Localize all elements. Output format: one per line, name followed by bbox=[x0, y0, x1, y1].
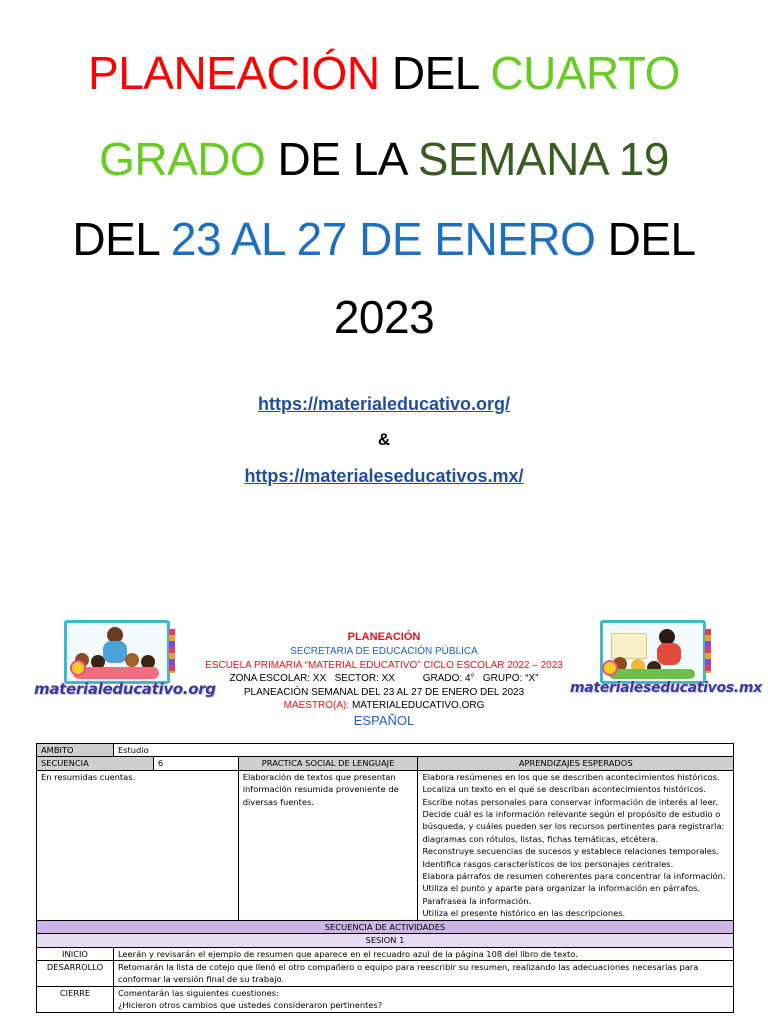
table-row bbox=[37, 757, 734, 770]
title-segment: DE LA bbox=[265, 133, 418, 185]
right-logo-text: materialeseducativos.mx bbox=[570, 680, 762, 696]
aprendizajes-list bbox=[418, 770, 734, 920]
title-line-2 bbox=[0, 133, 768, 185]
table-row bbox=[37, 947, 734, 960]
title-segment: 23 AL 27 DE ENERO bbox=[170, 213, 596, 265]
cierre-text bbox=[113, 986, 733, 1012]
title-segment: DEL bbox=[379, 47, 491, 99]
table-row bbox=[37, 770, 734, 920]
link-row-1 bbox=[0, 394, 768, 415]
sesion-header: SESION 1 bbox=[37, 934, 734, 947]
aprendizaje-item: Elabora resúmenes en los que se describen acontecimientos históricos. bbox=[422, 771, 720, 782]
maestro-value: MATERIALEDUCATIVO.ORG bbox=[349, 700, 485, 711]
title-line-3 bbox=[0, 213, 768, 265]
flower-icon bbox=[70, 660, 86, 676]
inicio-label: INICIO bbox=[37, 947, 114, 960]
maestro-label: MAESTRO(A): bbox=[283, 700, 350, 711]
title-segment: DEL bbox=[72, 213, 171, 265]
aprendizaje-item: Utiliza el punto y aparte para organizar la información en párrafos. bbox=[422, 883, 701, 894]
practica-text: Elaboración de textos que presentan información resumida proveniente de diversas fuentes. bbox=[238, 770, 418, 920]
document-header bbox=[150, 629, 618, 729]
header-zona: ZONA ESCOLAR: XX SECTOR: XX GRADO: 4° GRUPO: “X” bbox=[229, 673, 539, 684]
cierre-label: CIERRE bbox=[37, 986, 114, 1012]
aprendizaje-item: Decide cuál es la información relevante según el propósito de estudio o búsqueda, y cuáles pueden ser los recursos pertinentes para registrarla: diagramas con rótulos, listas, fichas temáticas, etcétera. bbox=[422, 809, 725, 844]
title-segment: DEL bbox=[595, 213, 696, 265]
title-segment: PLANEACIÓN bbox=[88, 47, 380, 99]
title-segment: GRADO bbox=[99, 133, 266, 185]
desarrollo-text: Retomarán la lista de cotejo que llenó el otro compañero o equipo para reescribir su resumen, realizando las adecuaciones necesarias para conformar la versión final de su trabajo. bbox=[113, 960, 733, 986]
materialeseducativos-link[interactable]: https://materialeseducativos.mx/ bbox=[244, 466, 524, 486]
secuencia-label: SECUENCIA bbox=[37, 757, 154, 770]
header-materia: ESPAÑOL bbox=[353, 712, 415, 728]
header-escuela: ESCUELA PRIMARIA “MATERIAL EDUCATIVO” CICLO ESCOLAR 2022 – 2023 bbox=[205, 659, 563, 671]
ambito-label: AMBITO bbox=[37, 744, 114, 757]
title-line-4 bbox=[0, 291, 768, 343]
link-row-2 bbox=[0, 466, 768, 487]
header-maestro bbox=[150, 699, 618, 713]
ambito-value: Estudio bbox=[113, 744, 733, 757]
table-row bbox=[37, 920, 734, 933]
secuencia-nombre: En resumidas cuentas. bbox=[37, 770, 239, 920]
title-line-1 bbox=[0, 47, 768, 99]
practica-label: PRACTICA SOCIAL DE LENGUAJE bbox=[238, 757, 418, 770]
secuencia-actividades-header: SECUENCIA DE ACTIVIDADES bbox=[37, 920, 734, 933]
aprendizajes-label: APRENDIZAJES ESPERADOS bbox=[418, 757, 734, 770]
aprendizaje-item: Utiliza el presente histórico en las descripciones. bbox=[422, 908, 626, 919]
header-secretaria: SECRETARIA DE EDUCACIÓN PÚBLICA bbox=[290, 646, 478, 657]
table-row bbox=[37, 986, 734, 1012]
aprendizaje-item: Elabora párrafos de resumen coherentes para concentrar la información. bbox=[422, 871, 726, 882]
aprendizaje-item: Escribe notas personales para conservar información de interés al leer. bbox=[422, 796, 718, 807]
title-segment: SEMANA 19 bbox=[417, 133, 669, 185]
secuencia-value: 6 bbox=[153, 757, 238, 770]
aprendizaje-item: Identifica rasgos característicos de los personajes centrales. bbox=[422, 858, 674, 869]
title-segment: CUARTO bbox=[490, 47, 680, 99]
table-row bbox=[37, 934, 734, 947]
desarrollo-label: DESARROLLO bbox=[37, 960, 114, 986]
header-planeacion: PLANEACIÓN bbox=[347, 631, 421, 643]
title-segment: 2023 bbox=[333, 291, 435, 343]
cierre-line: Comentarán las siguientes cuestiones: bbox=[117, 987, 279, 998]
inicio-text: Leerán y revisarán el ejemplo de resumen que aparece en el recuadro azul de la página 108 del libro de texto. bbox=[113, 947, 733, 960]
table-row bbox=[37, 960, 734, 986]
aprendizaje-item: Parafrasea la información. bbox=[422, 895, 532, 906]
header-semanal: PLANEACIÓN SEMANAL DEL 23 AL 27 DE ENERO DEL 2023 bbox=[243, 686, 525, 698]
left-logo-text: materialeducativo.org bbox=[34, 680, 216, 698]
table-row bbox=[37, 744, 734, 757]
planning-table bbox=[36, 743, 734, 1013]
cierre-line: ¿Hicieron otros cambios que ustedes consideraron pertinentes? bbox=[117, 1000, 383, 1011]
aprendizaje-item: Reconstruye secuencias de sucesos y establece relaciones temporales. bbox=[422, 846, 719, 857]
materialeducativo-link[interactable]: https://materialeducativo.org/ bbox=[257, 394, 511, 414]
aprendizaje-item: Localiza un texto en el que se describan acontecimientos históricos. bbox=[422, 784, 706, 795]
ampersand: & bbox=[377, 430, 391, 449]
